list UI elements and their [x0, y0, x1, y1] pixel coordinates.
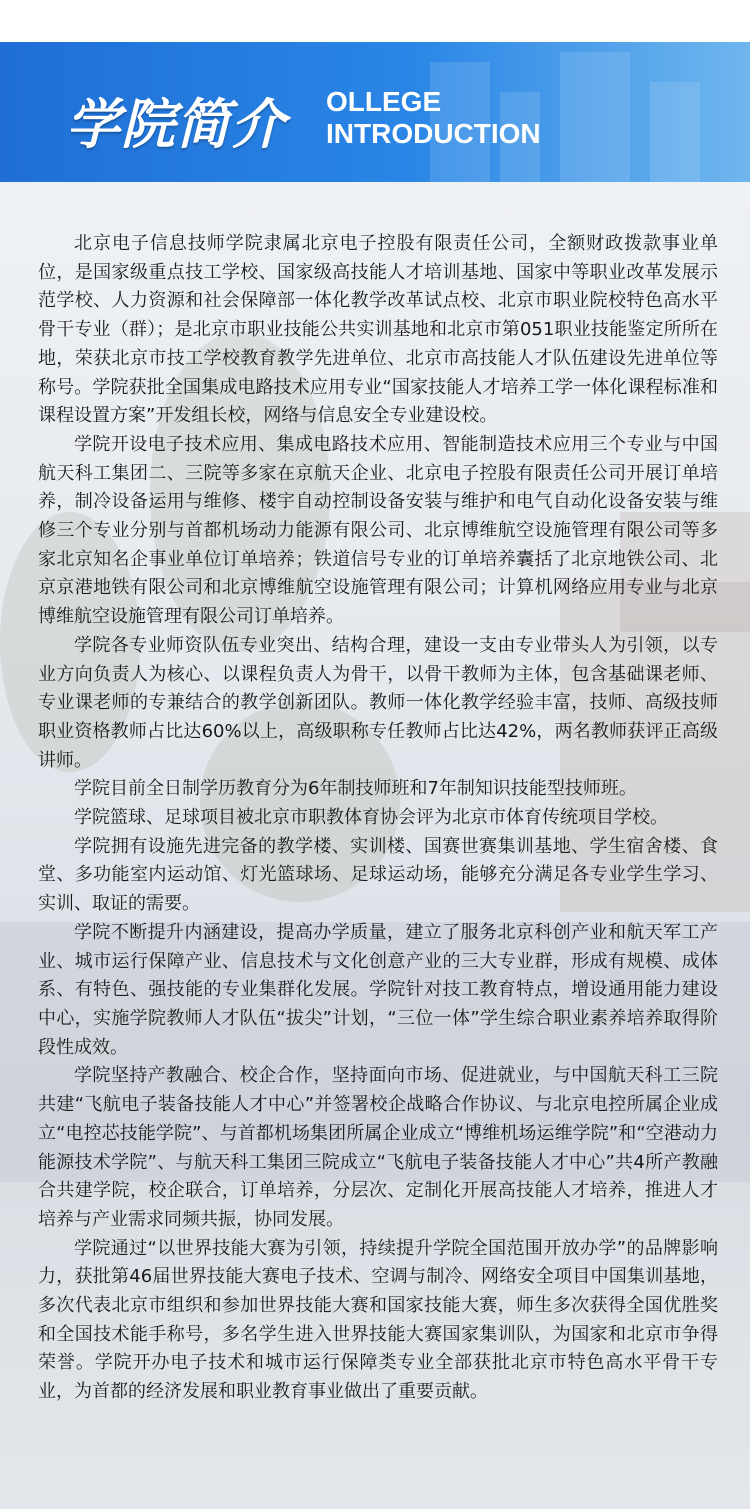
banner-building-decoration — [560, 52, 630, 182]
header-banner — [0, 42, 750, 182]
paragraph: 学院篮球、足球项目被北京市职教体育协会评为北京市体育传统项目学校。 — [74, 807, 668, 829]
paragraph: 学院开设电子技术应用、集成电路技术应用、智能制造技术应用三个专业与中国航天科工集团二、三院等多家在京航天企业、北京电子控股有限责任公司开展订单培养，制冷设备运用与维修、楼宇自动控制设备安装与维护和电气自动化设备安装与维修三个专业分别与首都机场动力能源有限公司、北京博维航空设施管理有限公司等多家北京知名企事业单位订单培养；铁道信号专业的订单培养囊括了北京地铁公司、北京京港地铁有限公司和北京博维航空设施管理有限公司；计算机网络应用专业与北京博维航空设施管理有限公司订单培养。 — [38, 433, 718, 628]
title-english-line1: OLLEGE — [326, 86, 442, 117]
paragraph: 学院坚持产教融合、校企合作，坚持面向市场、促进就业，与中国航天科工三院共建“飞航电子装备技能人才中心”并签署校企战略合作协议、与北京电控所属企业成立“电控芯技能学院”、与首都机场集团所属企业成立“博维机场运维学院”和“空港动力能源技术学院”、与航天科工集团三院成立“飞航电子装备技能人才中心”共4所产教融合共建学院，校企联合，订单培养，分层次、定制化开展高技能人才培养，推进人才培养与产业需求同频共振，协同发展。 — [38, 1065, 718, 1230]
paragraph: 学院拥有设施先进完备的教学楼、实训楼、国赛世赛集训基地、学生宿舍楼、食堂、多功能室内运动馆、灯光篮球场、足球运动场，能够充分满足各专业学生学习、实训、取证的需要。 — [38, 835, 718, 915]
paragraph: 学院目前全日制学历教育分为6年制技师班和7年制知识技能型技师班。 — [74, 778, 637, 800]
article-body — [38, 230, 718, 1407]
top-margin — [0, 0, 750, 42]
banner-building-decoration — [650, 82, 700, 182]
title-english-line2: INTRODUCTION — [326, 118, 541, 149]
page-title-english — [326, 86, 541, 150]
paragraph: 北京电子信息技师学院隶属北京电子控股有限责任公司，全额财政拨款事业单位，是国家级重点技工学校、国家级高技能人才培训基地、国家中等职业改革发展示范学校、人力资源和社会保障部一体化教学改革试点校、北京市职业院校特色高水平骨干专业（群）；是北京市职业技能公共实训基地和北京市第051职业技能鉴定所所在地，荣获北京市技工学校教育教学先进单位、北京市高技能人才队伍建设先进单位等称号。学院获批全国集成电路技术应用专业“国家技能人才培养工学一体化课程标准和课程设置方案”开发组长校，网络与信息安全专业建设校。 — [38, 233, 718, 427]
page-title-chinese: 学院简介 — [66, 93, 286, 156]
paragraph: 学院通过“以世界技能大赛为引领，持续提升学院全国范围开放办学”的品牌影响力，获批第46届世界技能大赛电子技术、空调与制冷、网络安全项目中国集训基地，多次代表北京市组织和参加世界技能大赛和国家技能大赛，师生多次获得全国优胜奖和全国技术能手称号，多名学生进入世界技能大赛国家集训队，为国家和北京市争得荣誉。学院开办电子技术和城市运行保障类专业全部获批北京市特色高水平骨干专业，为首都的经济发展和职业教育事业做出了重要贡献。 — [38, 1237, 718, 1403]
paragraph: 学院不断提升内涵建设，提高办学质量，建立了服务北京科创产业和航天军工产业、城市运行保障产业、信息技术与文化创意产业的三大专业群，形成有规模、成体系、有特色、强技能的专业集群化发展。学院针对技工教育特点，增设通用能力建设中心，实施学院教师人才队伍“拔尖”计划，“三位一体”学生综合职业素养培养取得阶段性成效。 — [38, 921, 718, 1058]
paragraph: 学院各专业师资队伍专业突出、结构合理，建设一支由专业带头人为引领，以专业方向负责人为核心、以课程负责人为骨干，以骨干教师为主体，包含基础课老师、专业课老师的专兼结合的教学创新团队。教师一体化教学经验丰富，技师、高级技师职业资格教师占比达60%以上，高级职称专任教师占比达42%，两名教师获评正高级讲师。 — [38, 634, 718, 771]
content-area — [0, 182, 750, 1509]
